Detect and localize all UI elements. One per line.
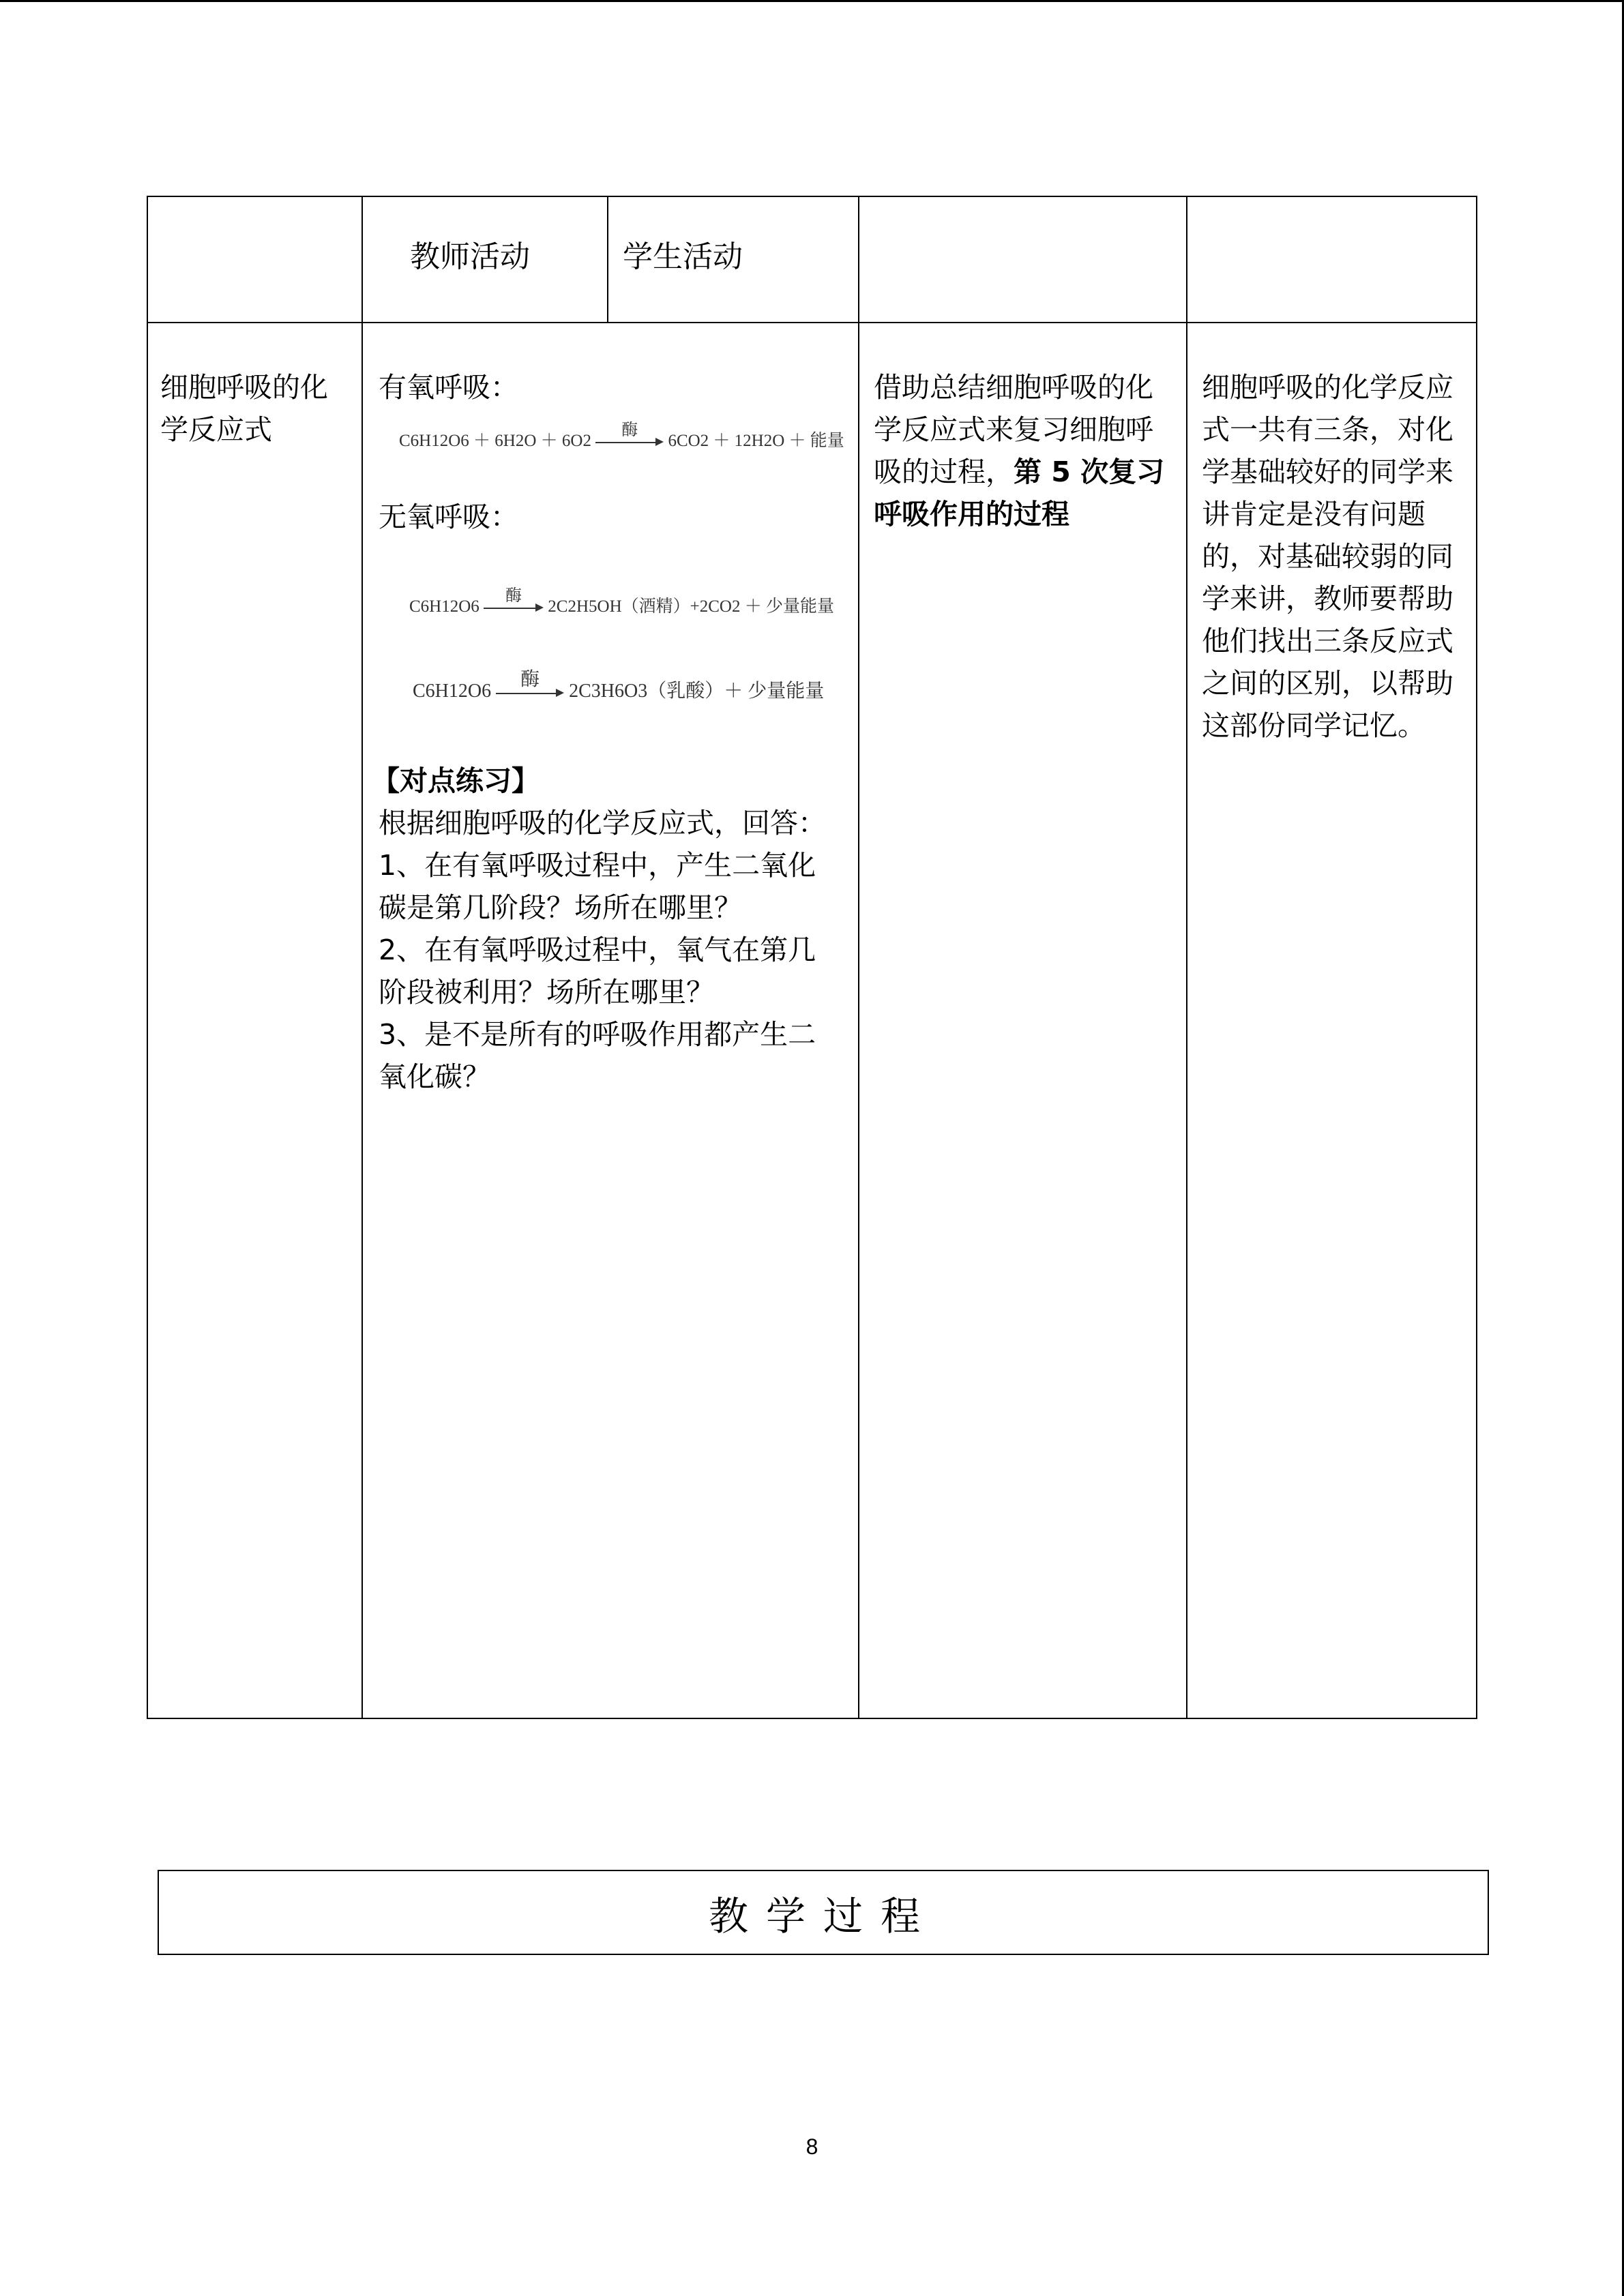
equation-aerobic bbox=[399, 420, 844, 456]
col-line-4 bbox=[1476, 196, 1477, 1719]
header-student-activity: 学生活动 bbox=[623, 239, 743, 274]
equation-alcohol bbox=[409, 586, 834, 621]
catalyst-label: 酶 bbox=[520, 667, 540, 690]
teaching-notes: 细胞呼吸的化学反应式一共有三条，对化学基础较好的同学来讲肯定是没有问题的，对基础较弱的同学来讲，教师要帮助他们找出三条反应式之间的区别，以帮助这部份同学记忆。 bbox=[1202, 371, 1453, 742]
equation-aerobic-left: C6H12O6 ＋ 6H2O ＋ 6O2 bbox=[399, 432, 591, 450]
design-intent bbox=[874, 366, 1174, 535]
equation-lactic bbox=[413, 667, 825, 708]
question-2: 2、在有氧呼吸过程中，氧气在第几阶段被利用？场所在哪里？ bbox=[379, 934, 816, 1009]
design-intent-text: 借助总结细胞呼吸的化学反应式来复习细胞呼吸的过程， bbox=[874, 371, 1153, 488]
aerobic-label: 有氧呼吸： bbox=[379, 371, 518, 404]
top-border bbox=[0, 0, 1624, 2]
reaction-arrow-icon bbox=[595, 420, 664, 456]
anaerobic-label: 无氧呼吸： bbox=[379, 501, 518, 533]
table-bottom-line bbox=[147, 1718, 1477, 1719]
catalyst-label: 酶 bbox=[621, 420, 638, 440]
equation-alcohol-left: C6H12O6 bbox=[409, 597, 479, 616]
practice-title: 【对点练习】 bbox=[372, 764, 540, 797]
col-line-3 bbox=[1186, 196, 1187, 1719]
col-line-1 bbox=[361, 196, 363, 1719]
topic-cell: 细胞呼吸的化学反应式 bbox=[160, 371, 328, 446]
catalyst-label: 酶 bbox=[505, 586, 522, 606]
question-1: 1、在有氧呼吸过程中，产生二氧化碳是第几阶段？场所在哪里？ bbox=[379, 849, 816, 924]
reaction-arrow-icon bbox=[484, 586, 544, 621]
section-title: 教学过程 bbox=[158, 1870, 1489, 1955]
page-number: 8 bbox=[806, 2134, 818, 2159]
equation-lactic-left: C6H12O6 bbox=[413, 681, 492, 702]
header-teacher-activity: 教师活动 bbox=[410, 239, 530, 274]
col-line-2 bbox=[858, 196, 859, 1719]
practice-intro: 根据细胞呼吸的化学反应式，回答： bbox=[379, 807, 826, 839]
lesson-table bbox=[147, 196, 1477, 1719]
equation-lactic-right: 2C3H6O3（乳酸）＋ 少量能量 bbox=[569, 681, 825, 702]
col-line-header-split bbox=[607, 196, 608, 322]
table-top-line bbox=[147, 196, 1477, 197]
equation-aerobic-right: 6CO2 ＋ 12H2O ＋ 能量 bbox=[668, 432, 844, 450]
design-intent-emphasis: 第 5 次复习呼吸作用的过程 bbox=[874, 456, 1165, 531]
col-line-0 bbox=[147, 196, 148, 1719]
header-divider bbox=[147, 322, 1477, 323]
equation-alcohol-right: 2C2H5OH（酒精）+2CO2 ＋ 少量能量 bbox=[548, 597, 834, 616]
reaction-arrow-icon bbox=[496, 667, 564, 708]
question-3: 3、是不是所有的呼吸作用都产生二氧化碳？ bbox=[379, 1018, 816, 1093]
